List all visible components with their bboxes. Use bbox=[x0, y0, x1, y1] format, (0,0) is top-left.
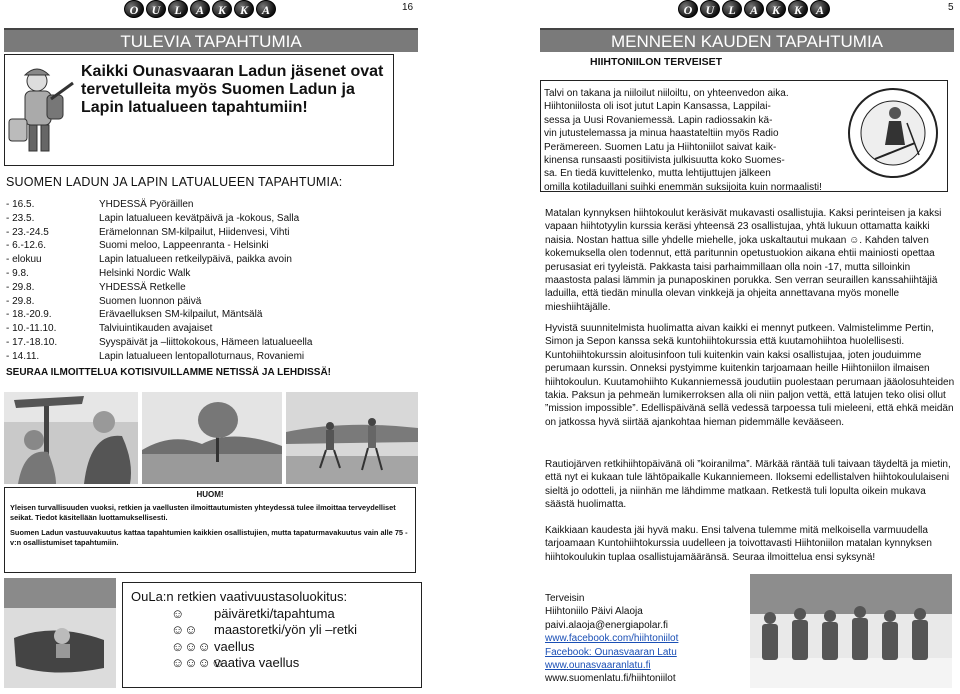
event-date: - 23.5. bbox=[6, 212, 35, 224]
event-row bbox=[6, 281, 406, 295]
article-heading: HIIHTONIILON TERVEISET bbox=[590, 56, 723, 68]
event-name: Suomi meloo, Lappeenranta - Helsinki bbox=[99, 240, 269, 252]
paragraph-ski-schools: Matalan kynnyksen hiihtokoulut keräsivät mukavasti osallistujia. Kaksi perinteisen ja kaksi vapaan hiihtotyylin kurssia keräsi yhteensä 23 osallistujaa, yhtä lukuun ottamatta kaikki naisia. Nostan hattua sille yhdelle miehelle, joka uskaltautui mukaan ☺. Kahden talven kokemuksella olen todennut, että paritunnin opetustuokion aikana ehtii mainiosti opettaa perusasiat eri tyyleistä. Pakkasta taisi parhaimmillaan olla noin -17, mutta silloinkin maastosta palasi lämmin ja punaposkinen porukka. Sen verran seuraillen kanssahiihtäjiä laduilla, että tiedän minulla olevan vinkkejä ja ohjeita annettavana myös monelle mieshiihtäjälle. bbox=[545, 208, 942, 313]
contact-email[interactable]: paivi.alaoja@energiapolar.fi bbox=[545, 619, 669, 631]
paragraph-rautiojarvi: Rautiojärven retkihiihtopäivänä oli ”koiranilma”. Märkää räntää tuli taivaan täydeltä ja mietin, että nyt ei kukaan tule lähtöpaikalle Kukanniemeen. Iloksemi edellistalven hiihtokoululaiseni sieltä jo odotteli, ja niinhän me lähdimme matkaan. Retkestä tuli lopulta oikein mukava säästä huolimatta. bbox=[545, 459, 951, 511]
event-name: Syyspäivät ja –liittokokous, Hämeen latualueella bbox=[99, 336, 313, 348]
intro-line: sessa ja Uusi Rovaniemessä. Lapin radiossakin kä- bbox=[544, 114, 773, 126]
event-row bbox=[6, 226, 406, 240]
event-row bbox=[6, 253, 406, 267]
contact-block bbox=[545, 592, 745, 686]
classification-label: vaellus bbox=[214, 638, 255, 654]
event-name: Lapin latualueen retkeilypäivä, paikka avoin bbox=[99, 254, 292, 266]
event-row bbox=[6, 336, 406, 350]
notice-insurance: Suomen Ladun vastuuvakuutus kattaa tapahtumien kaikkien osallistujien, mutta tapaturmavakuutus vain alle 75 -v:n osallistumiset tapahtumiin. bbox=[10, 528, 408, 547]
event-row bbox=[6, 322, 406, 336]
event-row bbox=[6, 212, 406, 226]
event-name: Lapin latualueen kevätpäivä ja -kokous, Salla bbox=[99, 212, 300, 224]
event-name: YHDESSÄ Pyöräillen bbox=[99, 199, 194, 210]
event-date: - 6.-12.6. bbox=[6, 240, 47, 252]
section-title: MENNEEN KAUDEN TAPAHTUMIA bbox=[540, 28, 954, 52]
page-number: 5 bbox=[948, 2, 954, 13]
event-date: - 16.5. bbox=[6, 199, 35, 210]
classification-label: vaativa vaellus bbox=[214, 655, 300, 670]
event-name: Lapin latualueen lentopalloturnaus, Rovaniemi bbox=[99, 350, 305, 362]
intro-line: omilla kotiladuillani suihki enemmän suksijoita kuin normaalisti! bbox=[544, 181, 822, 193]
intro-line: Perämereen. Suomen Latu ja Hiihtoniilot saivat kaik- bbox=[544, 141, 777, 153]
event-date: - 29.8. bbox=[6, 281, 35, 293]
hiihtoniilo-box bbox=[540, 80, 948, 192]
classification-row bbox=[131, 606, 413, 623]
event-row bbox=[6, 267, 406, 281]
smiley-icon: ☺☺ bbox=[171, 622, 198, 637]
paragraph-summary: Kaikkiaan kaudesta jäi hyvä maku. Ensi talvena tulemme mitä melkoisella varmuudella tarjoamaan Kuntohiihtokurssia uudelleen ja toivottavasti Hiihtoniilon matalan kynnyksen hiihtokoulukin tuplaa osallistujamääränsä. Seuraa ilmoittelua ensi syksynä! bbox=[545, 525, 932, 563]
photo-nordic-walkers bbox=[286, 392, 418, 484]
photo-ice-swimming bbox=[4, 578, 116, 688]
hiihtoniilot-badge-icon bbox=[845, 81, 941, 191]
intro-line: Talvi on takana ja niiloilut niiloiltu, on yhteenvedon aika. bbox=[544, 88, 789, 99]
event-date: - 18.-20.9. bbox=[6, 309, 52, 321]
facebook-hiihtoniilot-link[interactable]: www.facebook.com/hiihtoniilot bbox=[545, 633, 679, 645]
ounasvaaranlatu-link[interactable]: www.ounasvaaranlatu.fi bbox=[545, 660, 651, 672]
classification-row bbox=[131, 655, 413, 672]
smiley-icon: ☺ bbox=[171, 605, 185, 621]
smiley-icon: ☺☺☺☺ bbox=[171, 655, 225, 670]
intro-box bbox=[4, 54, 394, 166]
photo-birch-tree bbox=[142, 392, 282, 484]
classification-label: päiväretki/tapahtuma bbox=[214, 605, 335, 621]
follow-notice: SEURAA ILMOITTELUA KOTISIVUILLAMME NETISSÄ JA LEHDISSÄ! bbox=[6, 367, 332, 378]
event-row bbox=[6, 350, 406, 364]
classification-row bbox=[131, 622, 413, 639]
classification-row bbox=[131, 639, 413, 656]
event-name: Erävaelluksen SM-kilpailut, Mäntsälä bbox=[99, 309, 263, 321]
classification-title: OuLa:n retkien vaativuustasoluokitus: bbox=[131, 589, 348, 604]
hiihtoniilo-intro bbox=[544, 87, 840, 194]
intro-line: Hiihtoniilosta oli isot jutut Lapin Kansassa, Lappilai- bbox=[544, 101, 771, 113]
event-name: Helsinki Nordic Walk bbox=[99, 267, 191, 279]
smiley-icon: ☺☺☺ bbox=[171, 638, 211, 654]
photo-skiers-group bbox=[750, 574, 952, 688]
event-name: Talviuintikauden avajaiset bbox=[99, 323, 213, 335]
event-date: - 14.11. bbox=[6, 350, 40, 362]
event-date: - elokuu bbox=[6, 254, 42, 266]
events-list bbox=[6, 198, 406, 364]
section-title: TULEVIA TAPAHTUMIA bbox=[4, 28, 418, 52]
notice-box bbox=[4, 487, 416, 573]
difficulty-classification bbox=[122, 582, 422, 688]
event-date: - 29.8. bbox=[6, 295, 35, 307]
event-name: YHDESSÄ Retkelle bbox=[99, 281, 186, 293]
page-number: 16 bbox=[402, 2, 414, 13]
event-date: - 23.-24.5 bbox=[6, 226, 49, 238]
event-date: - 9.8. bbox=[6, 267, 29, 279]
paragraph-plans: Hyvistä suunnitelmista huolimatta aivan kaikki ei mennyt putkeen. Valmistelimme Pertin, Simon ja Sepon kanssa sekä kuntohiihtokurssia että kuutamohiihtoa huolellisesti. Kuntohiihtokurssin aloitusinfoon tuli kuitenkin vain kaksi osallistujaa, joten jouduimme perumaan kurssin. Onneksi pystyimme kuitenkin tarjoamaan heille Hiihtoniilon ilmaisen hiihtokoulun. Kuutamohiihto Kukanniemessä joudutiin puolestaan perumaan jääolosuhteiden takia. Paksun ja pehmeän lumikerroksen alla oli niin paljon vettä, että latujen teko olisi ollut ”mission impossible”. Edellispäivänä sellä vedessä tarpoessa tuli mieleeni, että ehkä meidän on jatkossa hyvä siirtää ajankohtaa hieman pidemmälle kevääseen. bbox=[545, 323, 955, 428]
facebook-ounasvaaran-latu-link[interactable]: Facebook: Ounasvaaran Latu bbox=[545, 646, 677, 658]
suomenlatu-link[interactable]: www.suomenlatu.fi/hiihtoniilot bbox=[545, 673, 676, 685]
intro-text: Kaikki Ounasvaaran Ladun jäsenet ovat tervetulleita myös Suomen Ladun ja Lapin latualueen tapahtumiin! bbox=[81, 63, 384, 116]
notice-health: Yleisen turvallisuuden vuoksi, retkien ja vaellusten ilmoittautumisten yhteydessä tulee ilmoittaa terveydelliset seikat. Tiedot käsitellään luottamuksellisesti. bbox=[10, 503, 396, 522]
classification-label: maastoretki/yön yli –retki bbox=[214, 622, 358, 637]
intro-line: vin jutustelemassa ja minua haastateltiin myös Radio bbox=[544, 128, 779, 140]
photo-campfire bbox=[4, 392, 138, 484]
event-row bbox=[6, 295, 406, 309]
contact-name: Hiihtoniilo Päivi Alaoja bbox=[545, 606, 643, 618]
oulakka-logo: O U L A K K A bbox=[678, 0, 830, 18]
event-row bbox=[6, 308, 406, 322]
events-title: SUOMEN LADUN JA LAPIN LATUALUEEN TAPAHTUMIA: bbox=[6, 175, 343, 189]
oulakka-logo: O U L A K K A bbox=[124, 0, 276, 18]
event-date: - 10.-11.10. bbox=[6, 323, 57, 335]
greeting: Terveisin bbox=[545, 593, 585, 604]
notice-title: HUOM! bbox=[196, 490, 224, 499]
hiker-illustration-icon bbox=[7, 59, 77, 159]
intro-line: sa. En tiedä kuvittelenko, mutta lehtijuttujen jälkeen bbox=[544, 168, 771, 180]
event-row bbox=[6, 239, 406, 253]
event-row bbox=[6, 198, 406, 212]
event-date: - 17.-18.10. bbox=[6, 336, 58, 348]
event-name: Erämelonnan SM-kilpailut, Hiidenvesi, Vihti bbox=[99, 226, 290, 238]
event-name: Suomen luonnon päivä bbox=[99, 295, 202, 307]
intro-line: kinensa runsaasti positiivista julkisuutta koko Suomes- bbox=[544, 155, 785, 167]
